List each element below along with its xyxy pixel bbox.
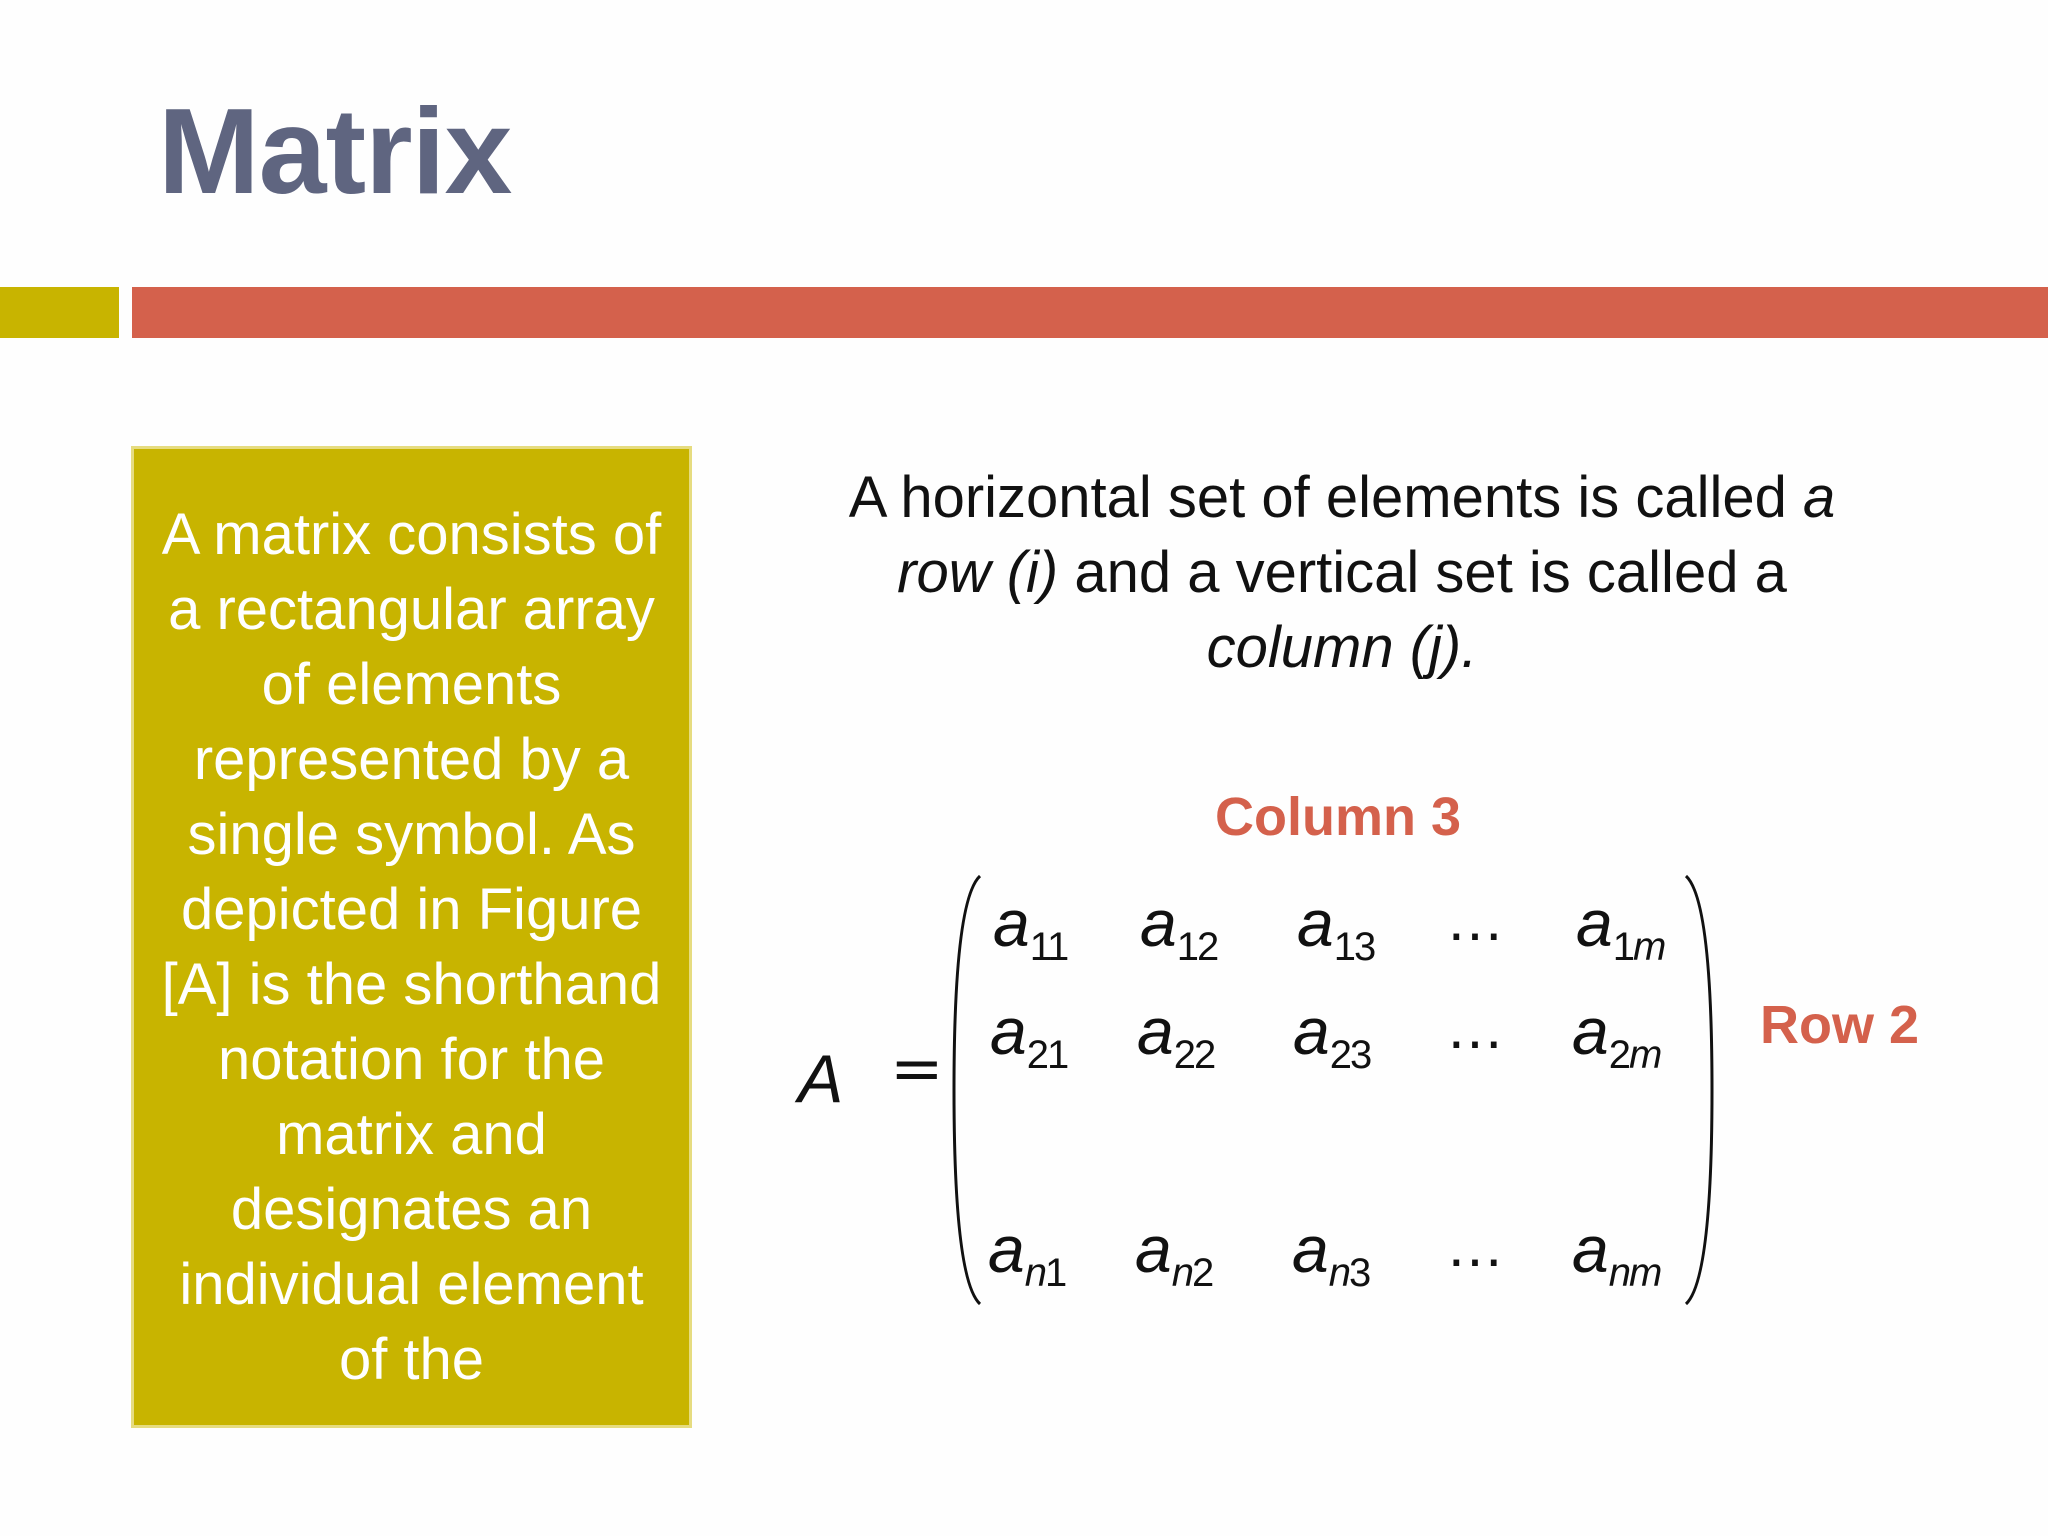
row-column-description: [830, 460, 1854, 685]
element-a2m: $a_{2m}$: [1572, 994, 1661, 1077]
row-term: a row (i): [897, 465, 1836, 605]
column-3-label: Column 3: [1215, 787, 1462, 847]
row-2-label: Row 2: [1760, 995, 1920, 1055]
description-part-2: and a vertical set is called a: [1058, 540, 1787, 605]
element-a23: $a_{23}$: [1293, 994, 1371, 1077]
ellipsis: ...: [1448, 1212, 1505, 1279]
element-a13: $a_{13}$: [1297, 886, 1375, 969]
slide-title: Matrix: [158, 83, 512, 219]
element-a12: $a_{12}$: [1140, 886, 1218, 969]
left-parenthesis: [948, 870, 988, 1310]
element-an3: $a_{n3}$: [1292, 1212, 1370, 1295]
ellipsis: ...: [1448, 994, 1505, 1061]
right-parenthesis: [1678, 870, 1718, 1310]
matrix-name: A: [798, 1041, 844, 1117]
matrix-figure: [790, 870, 1720, 1310]
element-a1m: $a_{1m}$: [1576, 886, 1665, 969]
element-a11: $a_{11}$: [993, 886, 1068, 969]
column-term: column (j).: [1206, 615, 1478, 680]
element-a22: $a_{22}$: [1137, 994, 1215, 1077]
equals-sign: =: [890, 1032, 944, 1106]
accent-bar-red: [132, 287, 2048, 338]
description-part-1: A horizontal set of elements is called: [848, 465, 1803, 530]
definition-box: [131, 446, 692, 1428]
element-an2: $a_{n2}$: [1135, 1212, 1213, 1295]
element-a21: $a_{21}$: [990, 994, 1068, 1077]
accent-bar-yellow: [0, 287, 119, 338]
element-an1: $a_{n1}$: [988, 1212, 1066, 1295]
element-anm: $a_{nm}$: [1572, 1212, 1661, 1295]
ellipsis: ...: [1448, 886, 1505, 953]
definition-text: A matrix consists of a rectangular array of elements represented by a single symbol. As depicted in Figure [A] is the shorthand notation for the matrix and designates an individual element of the: [161, 502, 662, 1392]
